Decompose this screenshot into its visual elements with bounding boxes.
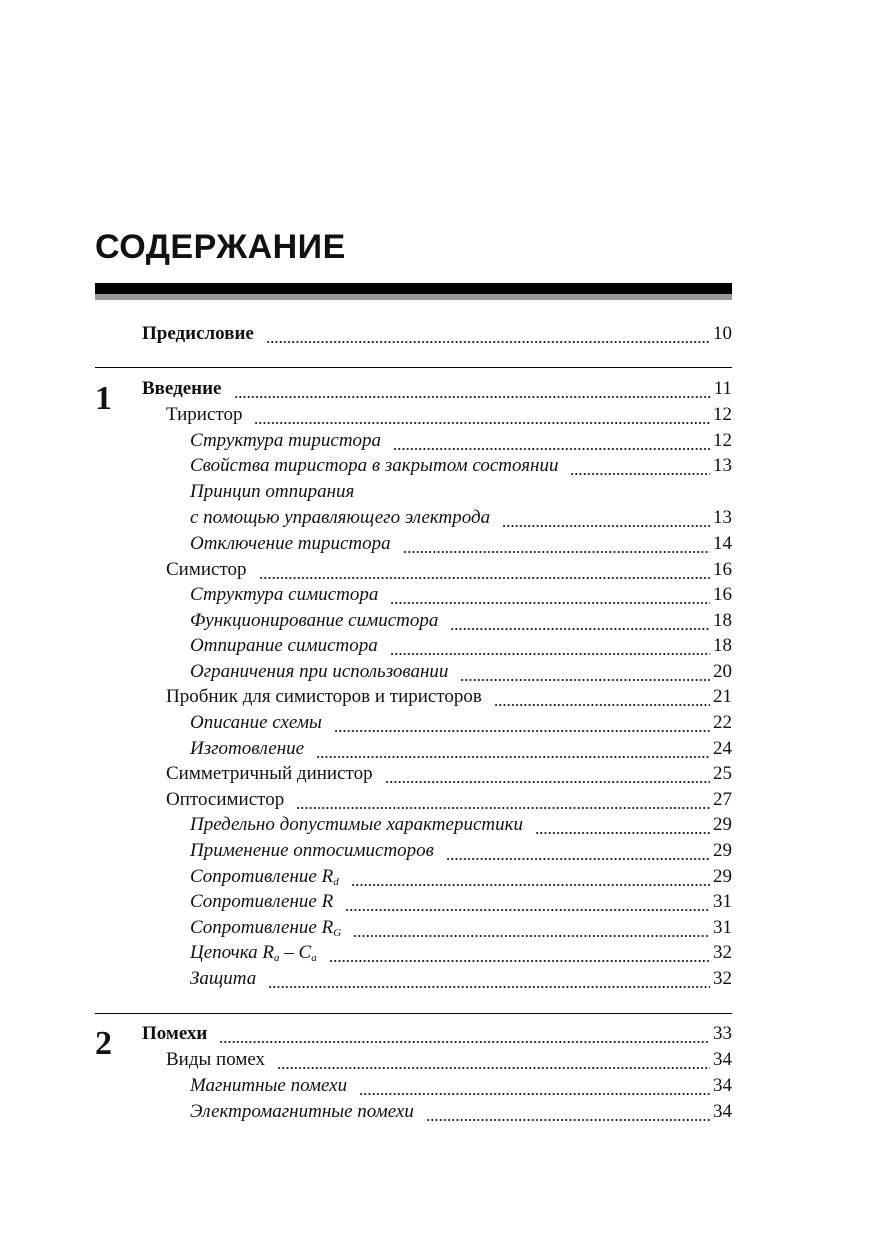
toc-entry-section[interactable] (166, 761, 732, 787)
toc-entry-page: 33 (713, 1023, 732, 1044)
toc-entry-subsection[interactable] (190, 453, 732, 479)
leader-dots (254, 402, 710, 428)
toc-entry-label: Функционирование симистора (190, 610, 439, 631)
toc-entry-page: 16 (713, 584, 732, 605)
leader-dots (334, 710, 710, 736)
leader-dots (353, 915, 710, 941)
title-underline-black (95, 283, 732, 294)
toc-entry-section[interactable] (166, 1047, 732, 1073)
leader-dots (403, 531, 710, 557)
toc-entry-label: Тиристор (166, 404, 243, 425)
toc-entry-label: Магнитные помехи (190, 1075, 348, 1096)
toc-entry-label: Помехи (142, 1023, 208, 1044)
toc-entry-preface[interactable] (142, 321, 732, 347)
toc-entry-subsection[interactable] (190, 736, 732, 762)
toc-entry-label: Отключение тиристора (190, 533, 391, 554)
label-text: Цепочка R (190, 942, 274, 963)
toc-entry-page: 34 (713, 1101, 732, 1122)
toc-entry-subsection[interactable] (190, 608, 732, 634)
subscript: G (333, 927, 342, 939)
toc-entry-label: Ограничения при использовании (190, 661, 449, 682)
toc-entry-page: 32 (713, 942, 732, 963)
toc-entry-page: 24 (713, 738, 732, 759)
toc-entry-page: 27 (713, 789, 732, 810)
toc-entry-label: Структура симистора (190, 584, 379, 605)
toc-entry-subsection[interactable] (190, 812, 732, 838)
toc-entry-label: Пробник для симисторов и тиристоров (166, 686, 482, 707)
toc-entry-chapter[interactable] (142, 376, 732, 402)
leader-dots (385, 761, 710, 787)
toc-entry-section[interactable] (166, 557, 732, 583)
toc-entry-subsection[interactable] (190, 505, 732, 531)
toc-entry-subsection[interactable] (190, 838, 732, 864)
chapter-number-2: 2 (95, 1025, 112, 1062)
toc-entry-label: Отпирание симистора (190, 635, 378, 656)
leader-dots (351, 864, 710, 890)
label-text: Сопротивление R (190, 866, 334, 887)
toc-entry-label: Предельно допустимые характеристики (190, 814, 523, 835)
subscript: a (274, 952, 280, 964)
leader-dots (359, 1073, 710, 1099)
toc-entry-label: Применение оптосимисторов (190, 840, 434, 861)
section-divider (95, 1013, 732, 1014)
toc-entry-section[interactable] (166, 684, 732, 710)
toc-entry-page: 29 (713, 814, 732, 835)
toc-entry-page: 12 (713, 430, 732, 451)
toc-entry-page: 22 (713, 712, 732, 733)
toc-entry-page: 14 (713, 533, 732, 554)
toc-entry-page: 20 (713, 661, 732, 682)
toc-entry-subsection[interactable] (190, 659, 732, 685)
toc-entry-page: 29 (713, 840, 732, 861)
leader-dots (277, 1047, 710, 1073)
toc-entry-section[interactable] (166, 787, 732, 813)
toc-entry-page: 16 (713, 559, 732, 580)
toc-entry-subsection[interactable] (190, 889, 732, 915)
subscript: a (311, 952, 317, 964)
toc-entry-label: Структура тиристора (190, 430, 382, 451)
toc-entry-page: 10 (713, 323, 732, 344)
title-underline-grey (95, 294, 732, 300)
toc-entry-label: Защита (190, 968, 257, 989)
leader-dots (426, 1099, 710, 1125)
toc-entry-page: 11 (713, 378, 732, 399)
toc-entry-subsection[interactable] (190, 710, 732, 736)
toc-entry-label: Изготовление (190, 738, 305, 759)
leader-dots (446, 838, 710, 864)
toc-entry-page: 25 (713, 763, 732, 784)
toc-entry-label: Свойства тиристора в закрытом состоянии (190, 455, 559, 476)
toc-entry-page: 34 (713, 1049, 732, 1070)
subscript: d (333, 876, 339, 888)
leader-dots (393, 428, 710, 454)
toc-entry-page: 31 (713, 917, 732, 938)
toc-entry-page: 34 (713, 1075, 732, 1096)
toc-entry-subsection[interactable] (190, 940, 732, 966)
label-text: Сопротивление R (190, 917, 334, 938)
toc-entry-label: Виды помех (166, 1049, 266, 1070)
toc-entry-subsection[interactable] (190, 1073, 732, 1099)
toc-entry-page: 18 (713, 610, 732, 631)
toc-entry-subsection[interactable] (190, 915, 732, 941)
leader-dots (259, 557, 710, 583)
toc-entry-page: 32 (713, 968, 732, 989)
toc-entry-subsection[interactable] (190, 966, 732, 992)
toc-entry-page: 12 (713, 404, 732, 425)
toc-entry-label: Симистор (166, 559, 247, 580)
leader-dots (502, 505, 710, 531)
leader-dots (390, 582, 710, 608)
toc-entry-label: Введение (142, 378, 222, 399)
leader-dots (570, 453, 710, 479)
toc-entry-label: Сопротивление R (190, 891, 334, 912)
leader-dots (329, 940, 710, 966)
page-title: СОДЕРЖАНИЕ (95, 228, 346, 266)
toc-entry-label: Электромагнитные помехи (190, 1101, 414, 1122)
toc-entry-label (190, 940, 329, 966)
chapter-number-1: 1 (95, 380, 112, 417)
toc-entry-chapter[interactable] (142, 1021, 732, 1047)
leader-dots (390, 633, 710, 659)
leader-dots (316, 736, 710, 762)
toc-entry-label: с помощью управляющего электрода (190, 507, 491, 528)
toc-entry-label: Принцип отпирания (190, 481, 355, 502)
leader-dots (268, 966, 710, 992)
leader-dots (494, 684, 710, 710)
toc-entry-label (190, 915, 353, 941)
leader-dots (460, 659, 710, 685)
toc-entry-page: 18 (713, 635, 732, 656)
toc-entry-label: Предисловие (142, 323, 254, 344)
leader-dots (535, 812, 710, 838)
toc-entry-page: 13 (713, 507, 732, 528)
toc-entry-page: 31 (713, 891, 732, 912)
toc-entry-subsection-line1[interactable] (190, 479, 732, 505)
toc-entry-subsection[interactable] (190, 531, 732, 557)
toc-entry-subsection[interactable] (190, 633, 732, 659)
toc-entry-subsection[interactable] (190, 582, 732, 608)
leader-dots (234, 376, 711, 402)
leader-dots (345, 889, 710, 915)
toc-entry-subsection[interactable] (190, 428, 732, 454)
toc-entry-label: Симметричный динистор (166, 763, 373, 784)
toc-entry-subsection[interactable] (190, 1099, 732, 1125)
leader-dots (296, 787, 710, 813)
label-text: – C (279, 942, 312, 963)
toc-entry-section[interactable] (166, 402, 732, 428)
leader-dots (219, 1021, 710, 1047)
toc-entry-label: Описание схемы (190, 712, 322, 733)
leader-dots (266, 321, 710, 347)
toc-entry-label (190, 864, 351, 890)
leader-dots (450, 608, 710, 634)
toc-entry-subsection[interactable] (190, 864, 732, 890)
toc-entry-page: 13 (713, 455, 732, 476)
toc-entry-label: Оптосимистор (166, 789, 285, 810)
section-divider (95, 367, 732, 368)
toc-entry-page: 29 (713, 866, 732, 887)
toc-entry-page: 21 (713, 686, 732, 707)
